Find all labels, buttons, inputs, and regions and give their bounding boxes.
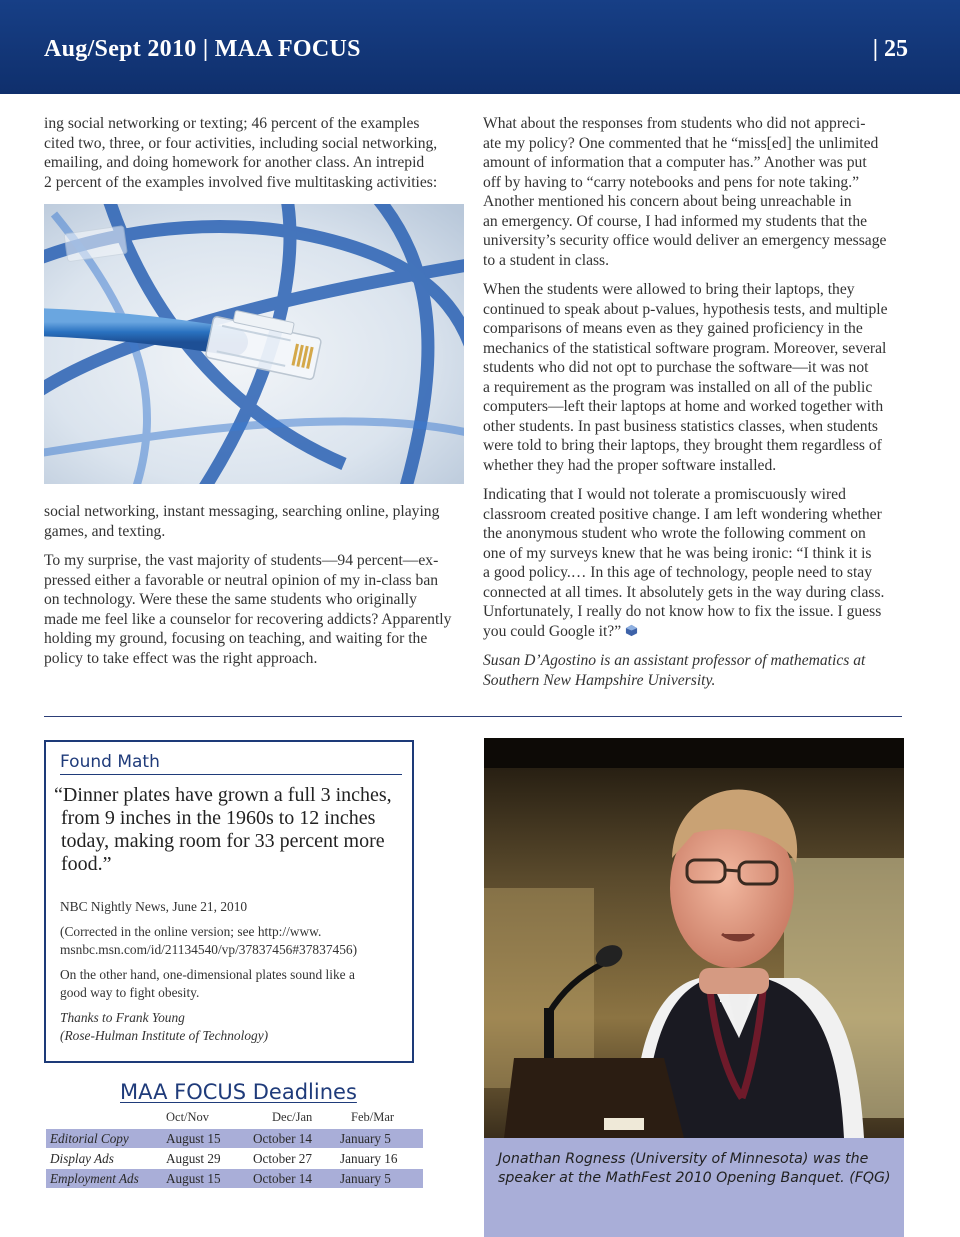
found-math-comment: On the other hand, one-dimensional plates sound like a good way to fight obesity.	[60, 967, 355, 1000]
deadline-row-employment: Employment Ads August 15 October 14 January 5	[46, 1169, 423, 1188]
deadline-column-header: Feb/Mar	[351, 1110, 395, 1124]
left-column-lower	[44, 502, 469, 668]
found-math-correction: (Corrected in the online version; see http://www. msnbc.msn.com/id/21134540/vp/37837456#37837456)	[60, 924, 358, 957]
paragraph-conclusion: Indicating that I would not tolerate a promiscuously wired classroom created positive change. I am left wondering whether the anonymous student who wrote the following comment on one of my surveys knew that he was being ironic: “I think it is a good policy.… In this age of technology, people need to stay connected at all times. It absolutely gets in the way during class. Unfortunately, I really do not know how to fix the issue. I guess you could Google it?”	[483, 486, 885, 640]
deadline-row-editorial: Editorial Copy August 15 October 14 January 5	[46, 1129, 423, 1148]
deadlines-title: MAA FOCUS Deadlines	[120, 1080, 357, 1104]
speaker-photo	[484, 738, 904, 1138]
paragraph-laptops: When the students were allowed to bring their laptops, they continued to speak about p-values, hypothesis tests, and multiple comparisons of means even as they gained proficiency in the mechanics of the statistical software program. Moreover, several students who did not opt to purchase the software—it was not a requirement as the program was installed on all of the public computers—left their laptops at home and worked together with other students. In past business statistics classes, when students were told to bring their laptops, they brought them regardless of whether they had the proper software installed.	[483, 281, 888, 474]
found-math-box	[44, 740, 414, 1063]
photo-caption-box	[484, 1138, 904, 1237]
speaker-illustration	[484, 738, 904, 1138]
ethernet-cable-photo	[44, 204, 464, 484]
found-math-title: Found Math	[60, 752, 402, 775]
right-column	[483, 114, 913, 690]
found-math-thanks: Thanks to Frank Young (Rose-Hulman Institute of Technology)	[60, 1010, 269, 1043]
page-number: | 25	[872, 36, 908, 62]
photo-caption: Jonathan Rogness (University of Minnesota) was the speaker at the MathFest 2010 Opening Banquet. (FQG)	[498, 1151, 891, 1186]
author-bio: Susan D’Agostino is an assistant professor of mathematics at Southern New Hampshire University.	[483, 652, 866, 689]
found-math-source: NBC Nightly News, June 21, 2010	[60, 899, 248, 914]
deadline-column-header: Oct/Nov	[166, 1110, 210, 1124]
paragraph-surprise: To my surprise, the vast majority of students—94 percent—ex- pressed either a favorable or neutral opinion of my in-class ban on technology. Were these the same students who originally made me feel like a counselor for recovering addicts? Apparently holding my ground, focusing on teaching, and waiting for the policy to take effect was the right approach.	[44, 552, 452, 667]
paragraph-intro: ing social networking or texting; 46 percent of the examples cited two, three, or four activities, including social networking, emailing, and doing homework for another class. An intrepid 2 percent of the examples involved five multitasking activities:	[44, 115, 438, 191]
paragraph-activities: social networking, instant messaging, searching online, playing games, and texting.	[44, 503, 440, 540]
paragraph-responses: What about the responses from students who did not appreci- ate my policy? One commented that he “miss[ed] the unlimited amount of information that a computer has.” Another was put off by having to “carry notebooks and pens for note taking.” Another mentioned his concern about being unreachable in an emergency. Of course, I had informed my students that the university’s security office would deliver an emergency message to a student in class.	[483, 115, 887, 269]
deadline-row-display: Display Ads August 29 October 27 January 16	[50, 1151, 398, 1166]
end-of-article-icon	[625, 624, 638, 637]
deadline-column-header: Dec/Jan	[272, 1110, 313, 1124]
ethernet-cable-illustration	[44, 204, 464, 484]
found-math-quote: “Dinner plates have grown a full 3 inches, from 9 inches in the 1960s to 12 inches today, making room for 33 percent more food.”	[54, 784, 392, 875]
page-header	[0, 0, 960, 94]
section-divider	[44, 716, 902, 717]
left-column	[44, 114, 469, 192]
issue-title: Aug/Sept 2010 | MAA FOCUS	[44, 36, 361, 62]
